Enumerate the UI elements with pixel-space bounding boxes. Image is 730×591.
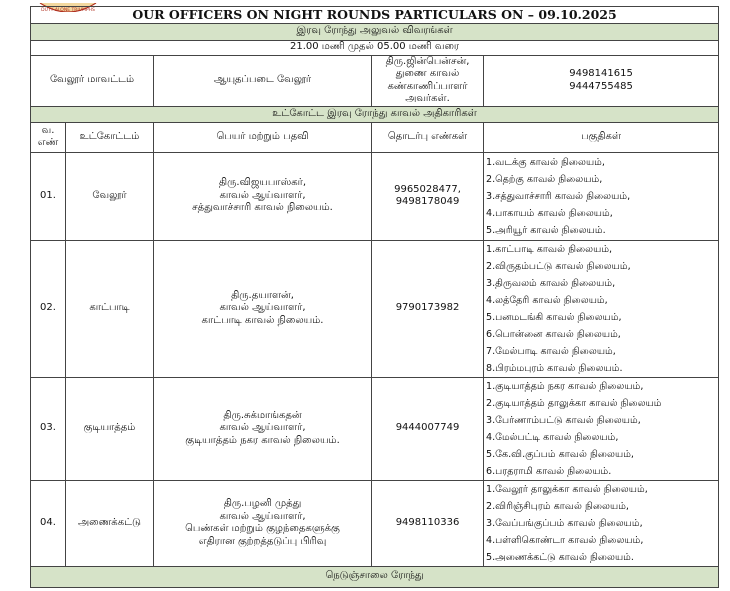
area-item: 6.பொன்னை காவல் நிலையம், (486, 328, 621, 340)
row-subdivision: காட்பாடி (66, 240, 154, 377)
district-unit: ஆயுதப்படை வேலூர் (154, 55, 372, 106)
time-row (31, 40, 719, 55)
footer-title: நெடுஞ்சாலை ரோந்து (31, 566, 719, 587)
area-item: 2.குடியாத்தம் தாலுக்கா காவல் நிலையம் (486, 397, 662, 409)
phone-number: 9790173982 (395, 302, 460, 314)
column-header: வ. எண் (31, 122, 66, 152)
officer-line: காவல் ஆய்வாளர், (219, 189, 306, 201)
officer-line: காவல் ஆய்வாளர், (219, 302, 306, 314)
officer-line: திரு.விஜயபாஸ்கர், (218, 177, 307, 189)
column-header-row (31, 122, 719, 152)
area-item: 1.காட்பாடி காவல் நிலையம், (486, 243, 613, 255)
officer-line: குடியாத்தம் நகர காவல் நிலையம். (185, 434, 340, 446)
night-rounds-table (30, 6, 719, 588)
section-title-row (31, 106, 719, 122)
section-title: உட்கோட்ட இரவு ரோந்து காவல் அதிகாரிகள் (31, 106, 719, 122)
row-subdivision: அணைக்கட்டு (66, 480, 154, 566)
row-officer (154, 377, 372, 480)
table-row (31, 377, 719, 480)
district-phone: 9444755485 (569, 80, 633, 92)
district-phones (484, 55, 719, 106)
page-title: OUR OFFICERS ON NIGHT ROUNDS PARTICULARS ON – 09.10.2025 (31, 7, 719, 24)
time-range: 21.00 மணி முதல் 05.00 மணி வரை (31, 40, 719, 55)
row-phones (372, 240, 484, 377)
row-areas (484, 240, 719, 377)
officer-line: சத்துவாச்சாரி காவல் நிலையம். (192, 202, 333, 214)
area-item: 1.வடக்கு காவல் நிலையம், (486, 156, 605, 168)
district-row (31, 55, 719, 106)
district-name: வேலூர் மாவட்டம் (31, 55, 154, 106)
row-subdivision: குடியாத்தம் (66, 377, 154, 480)
officer-line: காவல் ஆய்வாளர், (219, 510, 306, 522)
officer-line: திரு.பழனி முத்து (223, 498, 302, 510)
district-officer-designation: துணை காவல் கண்காணிப்பாளர் அவர்கள். (387, 68, 468, 105)
area-item: 4.மேல்பட்டி காவல் நிலையம், (486, 431, 619, 443)
area-item: 5.அரியூர் காவல் நிலையம். (486, 224, 606, 236)
officer-line: எதிரான குற்றத்தடுப்பு பிரிவு (198, 535, 327, 547)
table-row (31, 152, 719, 240)
subtitle-row (31, 23, 719, 40)
area-item: 8.பிரம்மபுரம் காவல் நிலையம். (486, 362, 623, 374)
area-item: 3.வேப்பங்குப்பம் காவல் நிலையம், (486, 517, 643, 529)
officer-line: காட்பாடி காவல் நிலையம். (201, 314, 324, 326)
row-officer (154, 240, 372, 377)
row-areas (484, 152, 719, 240)
svg-text:DUTY ALONE TRIUMPHS: DUTY ALONE TRIUMPHS (41, 8, 95, 12)
area-item: 3.பேர்ணாம்பட்டு காவல் நிலையம், (486, 414, 641, 426)
area-item: 5.கே.வி.குப்பம் காவல் நிலையம், (486, 448, 634, 460)
row-phones (372, 377, 484, 480)
area-item: 1.வேலூர் தாலுக்கா காவல் நிலையம், (486, 483, 648, 495)
row-areas (484, 377, 719, 480)
officer-line: பெண்கள் மற்றும் குழந்தைகளுக்கு (185, 523, 340, 535)
row-serial: 04. (31, 480, 66, 566)
row-subdivision: வேலூர் (66, 152, 154, 240)
district-officer (372, 55, 484, 106)
area-item: 3.சத்துவாச்சாரி காவல் நிலையம், (486, 190, 631, 202)
column-header: பகுதிகள் (484, 122, 719, 152)
phone-number: 9498110336 (395, 516, 460, 528)
table-row (31, 480, 719, 566)
area-item: 4.பாகாயம் காவல் நிலையம், (486, 207, 613, 219)
area-item: 5.அணைக்கட்டு காவல் நிலையம். (486, 551, 634, 563)
row-phones (372, 152, 484, 240)
area-item: 3.திருவலம் காவல் நிலையம், (486, 277, 616, 289)
phone-number: 9965028477, (394, 183, 461, 195)
phone-number: 9498178049 (395, 196, 460, 208)
area-item: 6.பரதராமி காவல் நிலையம். (486, 465, 612, 477)
officer-line: காவல் ஆய்வாளர், (219, 422, 306, 434)
area-item: 4.பள்ளிகொண்டா காவல் நிலையம், (486, 534, 644, 546)
district-phone: 9498141615 (569, 68, 633, 80)
table-row (31, 240, 719, 377)
column-header: தொடர்பு எண்கள் (372, 122, 484, 152)
row-serial: 03. (31, 377, 66, 480)
area-item: 2.விருதம்பட்டு காவல் நிலையம், (486, 260, 631, 272)
title-row (31, 7, 719, 24)
row-officer (154, 152, 372, 240)
area-item: 4.லத்தேரி காவல் நிலையம், (486, 294, 608, 306)
area-item: 5.பனமடங்கி காவல் நிலையம், (486, 311, 622, 323)
officer-line: திரு.சுக்மாங்கதன் (223, 409, 302, 421)
row-officer (154, 480, 372, 566)
area-item: 1.குடியாத்தம் நகர காவல் நிலையம், (486, 380, 644, 392)
area-item: 2.விரிஞ்சிபுரம் காவல் நிலையம், (486, 500, 629, 512)
subtitle: இரவு ரோந்து அலுவல் விவரங்கள் (31, 23, 719, 40)
row-serial: 02. (31, 240, 66, 377)
row-serial: 01. (31, 152, 66, 240)
district-officer-name: திரு.ஜின்பென்சன், (385, 55, 470, 67)
area-item: 7.மேல்பாடி காவல் நிலையம், (486, 345, 616, 357)
row-areas (484, 480, 719, 566)
footer-row (31, 566, 719, 587)
area-item: 2.தெற்கு காவல் நிலையம், (486, 173, 603, 185)
row-phones (372, 480, 484, 566)
column-header: பெயர் மற்றும் பதவி (154, 122, 372, 152)
officer-line: திரு.தயாளன், (231, 289, 294, 301)
column-header: உட்கோட்டம் (66, 122, 154, 152)
phone-number: 9444007749 (395, 422, 460, 434)
